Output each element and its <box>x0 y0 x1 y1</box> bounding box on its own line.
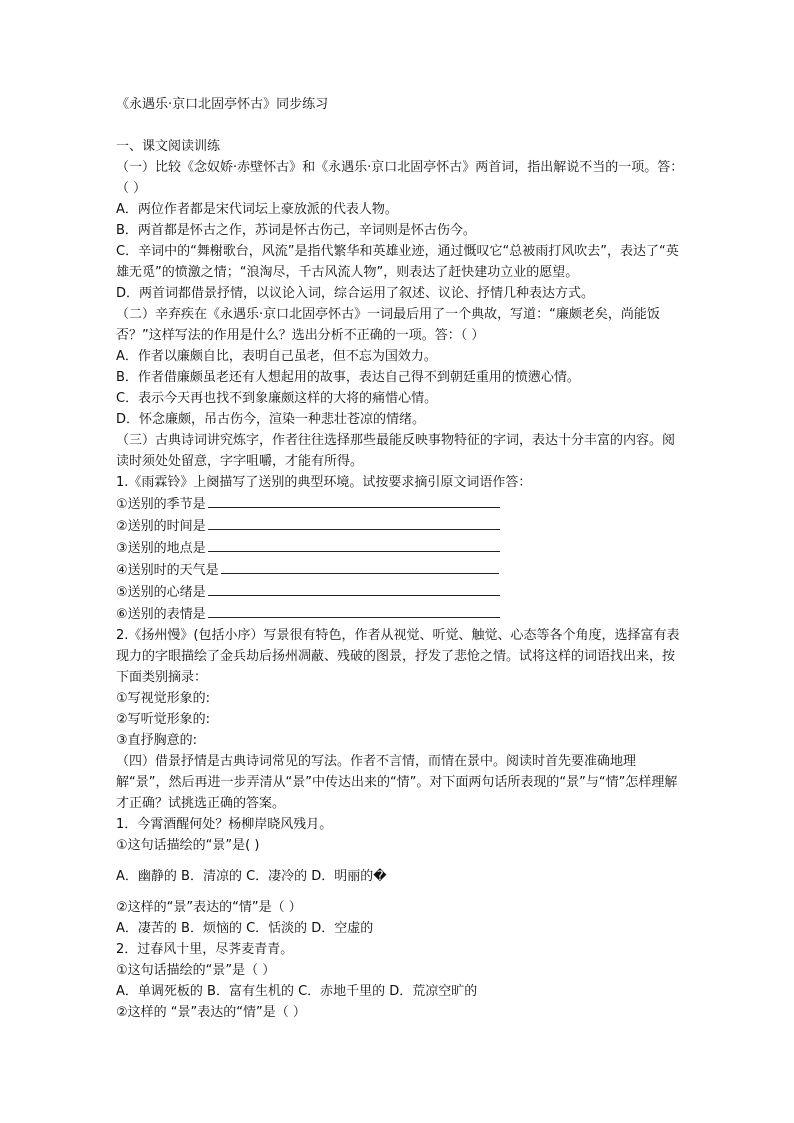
answer-blank[interactable] <box>208 581 500 596</box>
question-3-stem: （三）古典诗词讲究炼字，作者往往选择那些最能反映事物特征的字词，表达十分丰富的内容。阅读时须处处留意，字字咀嚼，才能有所得。 <box>116 433 676 469</box>
blank-label: ⑤送别的心绪是 <box>116 585 206 600</box>
question-4-1-b-prompt: ②这样的“景”表达的“情”是（ ） <box>116 900 302 915</box>
question-2-option-b: B．作者借廉颇虽老还有人想起用的故事，表达自己得不到朝廷重用的愤懑心情。 <box>116 370 580 385</box>
question-2-option-d: D．怀念廉颇，吊古伤今，渲染一种悲壮苍凉的情绪。 <box>116 412 426 427</box>
blank-label: ①送别的季节是 <box>116 497 206 512</box>
question-3-2-stem: 2.《扬州慢》(包括小序）写景很有特色，作者从视觉、听觉、触觉、心态等各个角度，选择富有表现力的字眼描绘了金兵劫后扬州凋蔽、残破的图景，抒发了悲怆之情。试将这样的词语找出来，按下面类别摘录： <box>116 628 680 685</box>
question-1-stem: （一）比较《念奴娇·赤壁怀古》和《永遇乐·京口北固亭怀古》两首词，指出解说不当的一项。答：（ ） <box>116 160 684 196</box>
question-1-option-d: D．两首词都借景抒情，以议论入词，综合运用了叙述、议论、抒情几种表达方式。 <box>116 286 595 301</box>
question-4-stem: （四）借景抒情是古典诗词常见的写法。作者不言情，而情在景中。阅读时首先要准确地理解“景”，然后再进一步弄清从“景”中传达出来的“情”。对下面两句话所表现的“景”与“情”怎样理解才正确？试挑选正确的答案。 <box>116 754 678 811</box>
blank-line <box>116 515 686 537</box>
answer-blank[interactable] <box>208 537 500 552</box>
question-1-option-b: B．两首都是怀古之作，苏词是怀古伤己，辛词则是怀古伤今。 <box>116 223 476 238</box>
blank-line <box>116 603 686 625</box>
blank-label: ③送别的地点是 <box>116 541 206 556</box>
blank-label: ②送别的时间是 <box>116 519 206 534</box>
question-3-1-stem: 1.《雨霖铃》上阕描写了送别的典型环境。试按要求摘引原文词语作答： <box>116 475 532 490</box>
blank-line <box>116 493 686 515</box>
question-3-2-item: ③直抒胸意的: <box>116 733 198 748</box>
question-4-2-b-prompt: ②这样的 “景”表达的“情”是（ ） <box>116 1005 306 1020</box>
answer-blank[interactable] <box>221 559 499 574</box>
question-4-1-b-options: A．凄苦的 B．烦恼的 C．恬淡的 D．空虚的 <box>116 921 374 936</box>
page-title: 《永遇乐·京口北固亭怀古》同步练习 <box>116 97 329 112</box>
blank-line <box>116 537 686 559</box>
blank-line <box>116 581 686 603</box>
answer-blank[interactable] <box>208 515 500 530</box>
question-2-option-a: A．作者以廉颇自比，表明自己虽老，但不忘为国效力。 <box>116 349 437 364</box>
question-1-option-a: A．两位作者都是宋代词坛上豪放派的代表人物。 <box>116 202 398 217</box>
blank-line <box>116 559 686 581</box>
question-3-2-item: ①写视觉形象的: <box>116 691 211 706</box>
question-4-2-a-prompt: ①这句话描绘的“景”是（ ） <box>116 963 276 978</box>
section-heading: 一、课文阅读训练 <box>116 139 221 154</box>
question-4-1-a-prompt: ①这句话描绘的“景”是( ) <box>116 838 260 853</box>
question-2-option-c: C．表示今天再也找不到象廉颇这样的大将的痛惜心情。 <box>116 391 438 406</box>
question-2-stem: （二）辛弃疾在《永遇乐·京口北固亭怀古》一词最后用了一个典故，写道：“廉颇老矣，尚能饭否？”这样写法的作用是什么？选出分析不正确的一项。答：（ ） <box>116 307 660 343</box>
question-4-2-quote: 2．过春风十里，尽荠麦青青。 <box>116 942 294 957</box>
question-1-option-c: C．辛词中的“舞榭歌台，风流”是指代繁华和英雄业迹，通过慨叹它“总被雨打风吹去”，表达了“英雄无觅”的愤激之情；“浪淘尽，千古风流人物”，则表达了赶快建功立业的愿望。 <box>116 244 679 280</box>
question-3-2-item: ②写听觉形象的: <box>116 712 211 727</box>
question-4-1-quote: 1．今霄酒醒何处？杨柳岸晓风残月。 <box>116 817 333 832</box>
question-4-1-a-options: A．幽静的 B．清凉的 C．凄冷的 D．明丽的� <box>116 869 387 884</box>
answer-blank[interactable] <box>208 603 500 618</box>
blank-label: ④送别时的天气是 <box>116 563 219 578</box>
blank-label: ⑥送别的表情是 <box>116 607 206 622</box>
answer-blank[interactable] <box>208 493 500 508</box>
question-4-2-a-options: A．单调死板的 B．富有生机的 C．赤地千里的 D．荒凉空旷的 <box>116 984 478 999</box>
document-body <box>116 96 686 1023</box>
